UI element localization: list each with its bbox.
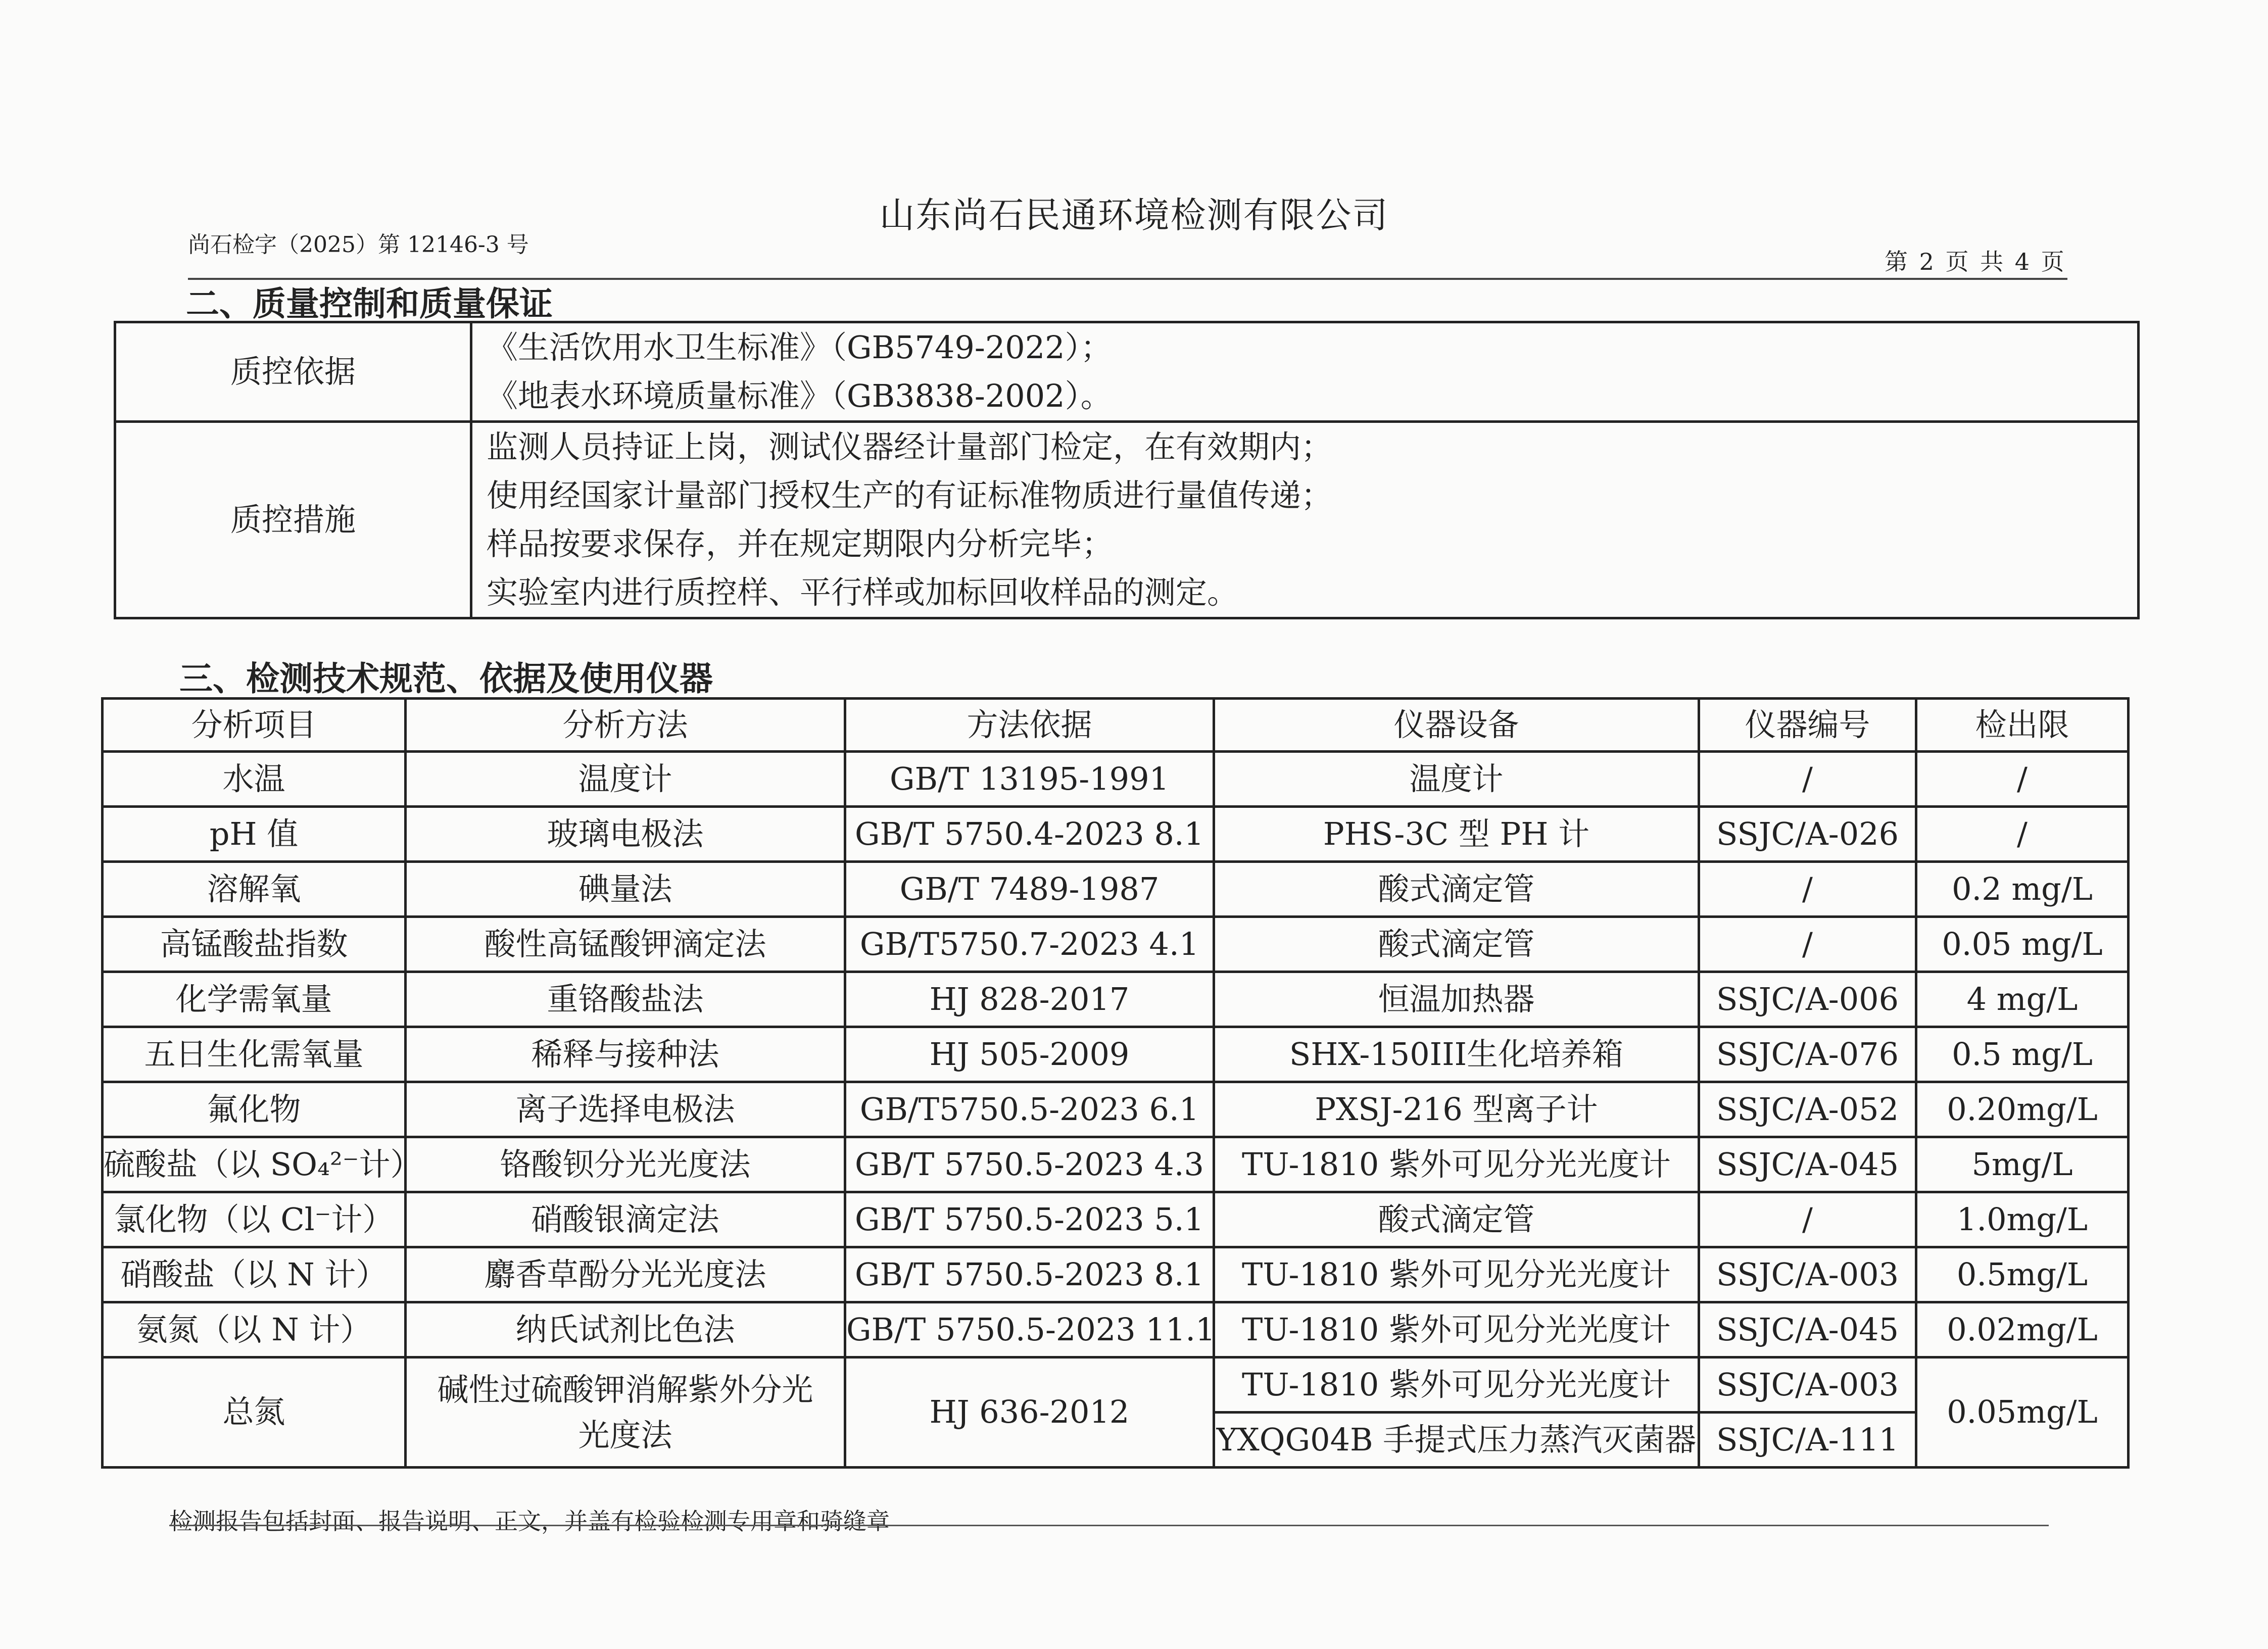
item-cell: 水温 <box>103 752 406 807</box>
instrument-cell: 温度计 <box>1214 752 1699 807</box>
method-cell: 铬酸钡分光光度法 <box>406 1137 845 1192</box>
report-number: 尚石检字（2025）第 12146-3 号 <box>188 232 529 258</box>
qc-measure-line: 监测人员持证上岗，测试仪器经计量部门检定，在有效期内； <box>487 428 1333 465</box>
method-cell: 稀释与接种法 <box>406 1027 845 1082</box>
instrument-cell: TU-1810 紫外可见分光光度计 <box>1214 1247 1699 1302</box>
instrument-cell: PHS-3C 型 PH 计 <box>1214 807 1699 862</box>
limit-cell: / <box>1916 752 2129 807</box>
code-cell: / <box>1699 1192 1916 1247</box>
limit-cell: 0.05 mg/L <box>1916 917 2129 972</box>
instrument-cell: SHX-150III生化培养箱 <box>1214 1027 1699 1082</box>
basis-cell: GB/T 7489-1987 <box>845 862 1214 917</box>
header-cell: 方法依据 <box>845 699 1214 752</box>
method-cell: 碱性过硫酸钾消解紫外分光光度法 <box>406 1357 845 1468</box>
basis-cell: HJ 505-2009 <box>845 1027 1214 1082</box>
item-cell: 氨氮（以 N 计） <box>103 1302 406 1357</box>
qc-measure-line: 实验室内进行质控样、平行样或加标回收样品的测定。 <box>487 574 1239 611</box>
item-cell: 硝酸盐（以 N 计） <box>103 1247 406 1302</box>
table-row <box>103 1247 2129 1302</box>
table-row <box>103 752 2129 807</box>
limit-cell: 0.5 mg/L <box>1916 1027 2129 1082</box>
method-cell: 麝香草酚分光光度法 <box>406 1247 845 1302</box>
table-row <box>103 807 2129 862</box>
section-2-title: 二、质量控制和质量保证 <box>186 284 553 323</box>
code-cell: SSJC/A-003 <box>1699 1247 1916 1302</box>
methods-table-body <box>103 699 2129 1468</box>
limit-cell: 0.2 mg/L <box>1916 862 2129 917</box>
limit-cell: / <box>1916 807 2129 862</box>
code-cell: / <box>1699 752 1916 807</box>
instrument-cell: TU-1810 紫外可见分光光度计 <box>1214 1302 1699 1357</box>
page-indicator: 第 2 页 共 4 页 <box>1885 248 2066 275</box>
limit-cell: 5mg/L <box>1916 1137 2129 1192</box>
item-cell: 硫酸盐（以 SO₄²⁻计） <box>103 1137 406 1192</box>
footer-note: 检测报告包括封面、报告说明、正文，并盖有检验检测专用章和骑缝章 <box>169 1508 890 1535</box>
code-cell: SSJC/A-052 <box>1699 1082 1916 1137</box>
instrument-cell: YXQG04B 手提式压力蒸汽灭菌器 <box>1214 1413 1699 1468</box>
basis-cell: GB/T 5750.5-2023 11.1 <box>845 1302 1214 1357</box>
code-cell: SSJC/A-003 <box>1699 1357 1916 1413</box>
basis-cell: HJ 636-2012 <box>845 1357 1214 1468</box>
table-row <box>103 917 2129 972</box>
table-row <box>103 1137 2129 1192</box>
instrument-cell: 酸式滴定管 <box>1214 862 1699 917</box>
instrument-cell: PXSJ-216 型离子计 <box>1214 1082 1699 1137</box>
header-cell: 检出限 <box>1916 699 2129 752</box>
qc-measures-content <box>471 422 2139 618</box>
item-cell: 五日生化需氧量 <box>103 1027 406 1082</box>
item-cell: pH 值 <box>103 807 406 862</box>
item-cell: 氯化物（以 Cl⁻计） <box>103 1192 406 1247</box>
method-cell: 纳氏试剂比色法 <box>406 1302 845 1357</box>
basis-cell: GB/T 13195-1991 <box>845 752 1214 807</box>
code-cell: SSJC/A-026 <box>1699 807 1916 862</box>
item-cell: 高锰酸盐指数 <box>103 917 406 972</box>
method-cell: 温度计 <box>406 752 845 807</box>
qc-basis-row <box>115 322 2139 422</box>
header-cell: 仪器编号 <box>1699 699 1916 752</box>
table-row <box>103 1302 2129 1357</box>
item-cell: 氟化物 <box>103 1082 406 1137</box>
qc-basis-line: 《地表水环境质量标准》（GB3838-2002）。 <box>487 377 1112 414</box>
instrument-cell: 酸式滴定管 <box>1214 917 1699 972</box>
header-cell: 分析项目 <box>103 699 406 752</box>
method-cell: 酸性高锰酸钾滴定法 <box>406 917 845 972</box>
limit-cell: 1.0mg/L <box>1916 1192 2129 1247</box>
basis-cell: HJ 828-2017 <box>845 972 1214 1027</box>
code-cell: / <box>1699 862 1916 917</box>
basis-cell: GB/T 5750.5-2023 4.3 <box>845 1137 1214 1192</box>
footer-rule <box>169 1525 2049 1526</box>
basis-cell: GB/T 5750.5-2023 5.1 <box>845 1192 1214 1247</box>
method-cell: 离子选择电极法 <box>406 1082 845 1137</box>
company-name: 山东尚石民通环境检测有限公司 <box>879 195 1389 236</box>
qc-basis-label: 质控依据 <box>115 322 471 422</box>
limit-cell: 0.5mg/L <box>1916 1247 2129 1302</box>
table-row <box>103 862 2129 917</box>
qc-basis-content <box>471 322 2139 422</box>
method-cell: 碘量法 <box>406 862 845 917</box>
qc-measure-line: 使用经国家计量部门授权生产的有证标准物质进行量值传递； <box>487 477 1333 514</box>
code-cell: SSJC/A-006 <box>1699 972 1916 1027</box>
qc-measures-row <box>115 422 2139 618</box>
code-cell: SSJC/A-045 <box>1699 1302 1916 1357</box>
header-cell: 仪器设备 <box>1214 699 1699 752</box>
header-row <box>103 699 2129 752</box>
method-cell: 重铬酸盐法 <box>406 972 845 1027</box>
item-cell: 化学需氧量 <box>103 972 406 1027</box>
code-cell: SSJC/A-111 <box>1699 1413 1916 1468</box>
total-nitrogen-row <box>103 1357 2129 1413</box>
basis-cell: GB/T5750.7-2023 4.1 <box>845 917 1214 972</box>
instrument-cell: TU-1810 紫外可见分光光度计 <box>1214 1357 1699 1413</box>
table-row <box>103 972 2129 1027</box>
qc-basis-line: 《生活饮用水卫生标准》（GB5749-2022）； <box>487 329 1112 366</box>
code-cell: SSJC/A-076 <box>1699 1027 1916 1082</box>
instrument-cell: TU-1810 紫外可见分光光度计 <box>1214 1137 1699 1192</box>
code-cell: / <box>1699 917 1916 972</box>
item-cell: 溶解氧 <box>103 862 406 917</box>
basis-cell: GB/T5750.5-2023 6.1 <box>845 1082 1214 1137</box>
limit-cell: 0.20mg/L <box>1916 1082 2129 1137</box>
section-3-title: 三、检测技术规范、依据及使用仪器 <box>179 659 713 698</box>
table-row <box>103 1082 2129 1137</box>
quality-control-table <box>114 321 2140 619</box>
method-cell: 玻璃电极法 <box>406 807 845 862</box>
method-cell: 硝酸银滴定法 <box>406 1192 845 1247</box>
basis-cell: GB/T 5750.5-2023 8.1 <box>845 1247 1214 1302</box>
limit-cell: 4 mg/L <box>1916 972 2129 1027</box>
table-row <box>103 1027 2129 1082</box>
methods-table <box>101 697 2130 1469</box>
limit-cell: 0.02mg/L <box>1916 1302 2129 1357</box>
code-cell: SSJC/A-045 <box>1699 1137 1916 1192</box>
basis-cell: GB/T 5750.4-2023 8.1 <box>845 807 1214 862</box>
limit-cell: 0.05mg/L <box>1916 1357 2129 1468</box>
header-cell: 分析方法 <box>406 699 845 752</box>
table-row <box>103 1192 2129 1247</box>
qc-measures-label: 质控措施 <box>115 422 471 618</box>
item-cell: 总氮 <box>103 1357 406 1468</box>
instrument-cell: 酸式滴定管 <box>1214 1192 1699 1247</box>
qc-measure-line: 样品按要求保存，并在规定期限内分析完毕； <box>487 525 1114 562</box>
instrument-cell: 恒温加热器 <box>1214 972 1699 1027</box>
